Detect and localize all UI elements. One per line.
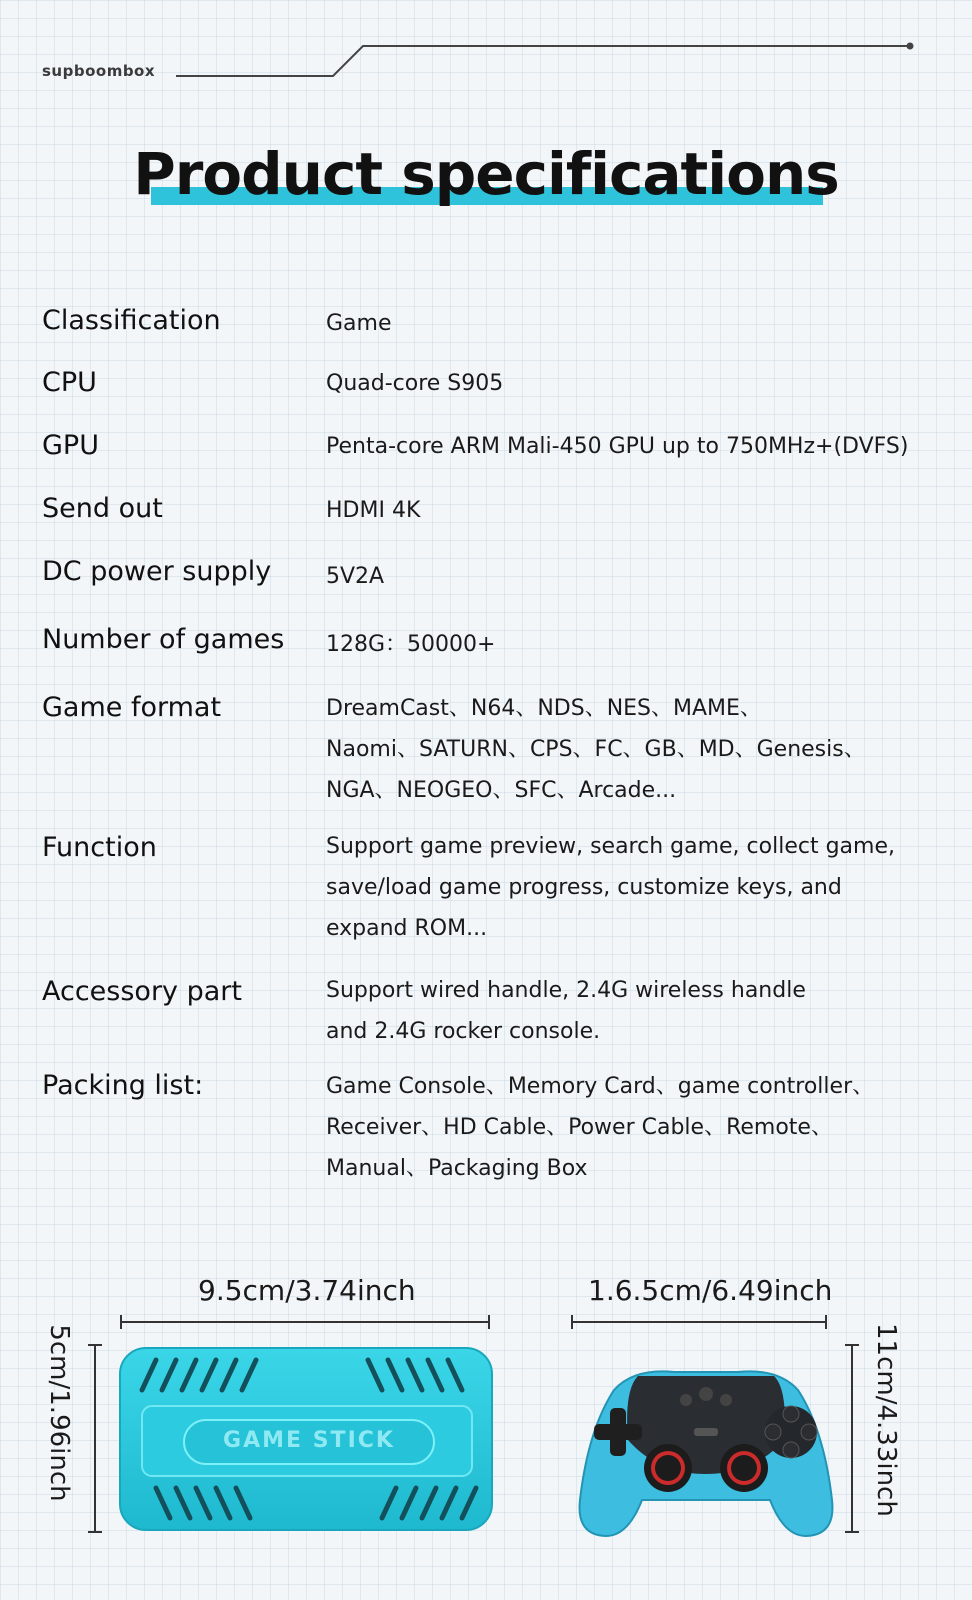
spec-label: Packing list: bbox=[42, 1070, 204, 1101]
spec-label: CPU bbox=[42, 367, 97, 398]
controller-height-label: 11cm/4.33inch bbox=[871, 1323, 901, 1517]
console-width-label: 9.5cm/3.74inch bbox=[198, 1274, 416, 1307]
spec-value: 5V2A bbox=[326, 564, 385, 589]
page-title: Product specifications bbox=[133, 140, 839, 208]
controller-illustration bbox=[574, 1350, 838, 1540]
spec-label: Accessory part bbox=[42, 976, 242, 1007]
spec-value: Quad-core S905 bbox=[326, 371, 504, 396]
spec-value: DreamCast、N64、NDS、NES、MAME、 Naomi、SATURN、CPS、FC、GB、MD、Genesis、 NGA、NEOGEO、SFC、Arcade... bbox=[326, 696, 866, 803]
console-height-label: 5cm/1.96inch bbox=[44, 1324, 74, 1502]
brand-logo: supboombox bbox=[42, 62, 156, 80]
spec-label: Game format bbox=[42, 692, 222, 723]
game-controller-image bbox=[574, 1350, 838, 1544]
spec-value: Penta-core ARM Mali-450 GPU up to 750MHz+(DVFS) bbox=[326, 434, 909, 459]
spec-value: 128G：50000+ bbox=[326, 632, 496, 657]
console-label: GAME STICK bbox=[223, 1428, 395, 1453]
spec-value: HDMI 4K bbox=[326, 498, 421, 523]
spec-label: GPU bbox=[42, 430, 99, 461]
horizontal-rulers bbox=[0, 1310, 972, 1330]
spec-label: Classification bbox=[42, 305, 221, 336]
spec-value: Game Console、Memory Card、game controller、 Receiver、HD Cable、Power Cable、Remote、 Manual、Packaging Box bbox=[326, 1074, 875, 1181]
spec-value: Game bbox=[326, 311, 392, 336]
spec-label: Function bbox=[42, 832, 157, 863]
controller-width-label: 1.6.5cm/6.49inch bbox=[588, 1274, 833, 1307]
spec-value: Support wired handle, 2.4G wireless handle and 2.4G rocker console. bbox=[326, 978, 806, 1044]
spec-label: Send out bbox=[42, 493, 163, 524]
spec-value: Support game preview, search game, collect game, save/load game progress, customize keys, and expand ROM... bbox=[326, 834, 895, 941]
header-decor-line bbox=[0, 0, 972, 100]
spec-label: DC power supply bbox=[42, 556, 272, 587]
spec-label: Number of games bbox=[42, 624, 285, 655]
game-stick-console-image bbox=[112, 1340, 502, 1544]
